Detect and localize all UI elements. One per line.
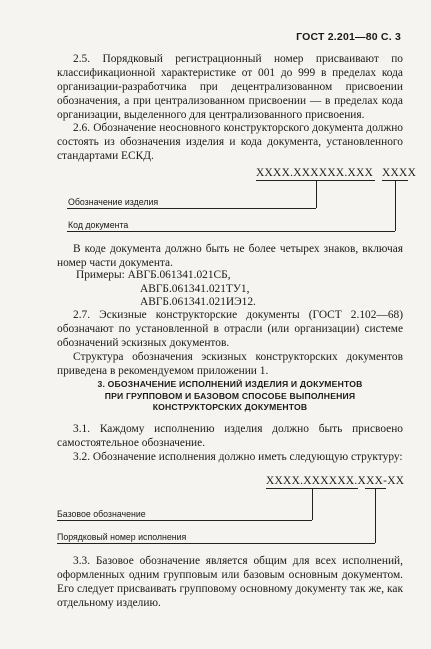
diagram1-label-doc: Код документа xyxy=(68,220,129,230)
clause-3-1 xyxy=(57,423,403,451)
clause-3-2-text: 3.2. Обозначение исполнения должно иметь следующую структуру: xyxy=(73,451,403,463)
diagram2-label-base: Базовое обозначение xyxy=(57,509,146,519)
diagram1-leader-main xyxy=(316,180,317,208)
section-3-title xyxy=(57,379,403,414)
diagram1-code-doc: XXXX xyxy=(382,167,417,179)
example-line-1 xyxy=(76,269,256,283)
section-3-title-line-3: КОНСТРУКТОРСКИХ ДОКУМЕНТОВ xyxy=(152,402,308,412)
clause-2-7-text: 2.7. Эскизные конструкторские документы (ГОСТ 2.102—68) обозначают по установленной в отрасли (или организации) системе обозначений эскизных документов. xyxy=(57,309,403,349)
page-header: ГОСТ 2.201—80 С. 3 xyxy=(296,31,401,43)
code-limit-note xyxy=(57,243,403,271)
examples-block xyxy=(76,269,256,310)
example-item-2: АВГБ.061341.021ТУ1, xyxy=(140,282,250,295)
example-item-1: АВГБ.061341.021СБ, xyxy=(127,269,231,281)
clause-2-7-structure: Структура обозначения эскизных конструкторских документов приведена в рекомендуемом приложении 1. xyxy=(57,350,403,377)
clause-3-3 xyxy=(57,555,403,611)
example-item-3: АВГБ.061341.021ИЭ12. xyxy=(140,296,256,309)
clause-3-3-text: 3.3. Базовое обозначение является общим для всех исполнений, оформленных одним групповым или базовым основным документом. Его следует присваивать групповому основному документу так же, как отдельному изделию. xyxy=(57,555,403,609)
clause-3-2 xyxy=(57,451,403,465)
diagram1-leader-doc xyxy=(395,180,396,231)
clause-2-5 xyxy=(57,53,403,123)
clause-2-7 xyxy=(57,309,403,379)
clause-2-6 xyxy=(57,122,403,164)
section-3-title-line-1: 3. ОБОЗНАЧЕНИЕ ИСПОЛНЕНИЙ ИЗДЕЛИЯ И ДОКУМЕНТОВ xyxy=(97,379,363,389)
code-limit-text: В коде документа должно быть не более четырех знаков, включая номер части документа. xyxy=(57,243,403,269)
clause-3-1-text: 3.1. Каждому исполнению изделия должно быть присвоено самостоятельное обозначение. xyxy=(57,423,403,449)
diagram2-code: XXXX.XXXXXX.XXX-XX xyxy=(266,475,405,487)
clause-2-5-text: 2.5. Порядковый регистрационный номер присваивают по классификационной характеристике от 001 до 999 в пределах кода организации-разработчика при децентрализованном присвоении обозначения, а при централизованном присвоении — в пределах кода организации, выделенного для централизованного присвоения. xyxy=(57,53,403,121)
diagram2-leader-seq xyxy=(375,488,376,543)
diagram2-leader-base xyxy=(312,488,313,520)
clause-2-6-text: 2.6. Обозначение неосновного конструкторского документа должно состоять из обозначения изделия и кода документа, установленного стандартами ЕСКД. xyxy=(57,122,403,162)
examples-lead: Примеры: xyxy=(76,269,125,281)
diagram2-label-seq: Порядковый номер исполнения xyxy=(57,532,187,542)
diagram1-code-main: XXXX.XXXXXX.XXX xyxy=(256,167,374,179)
diagram1-label-item: Обозначение изделия xyxy=(68,197,159,207)
section-3-title-line-2: ПРИ ГРУППОВОМ И БАЗОВОМ СПОСОБЕ ВЫПОЛНЕНИЯ xyxy=(104,390,356,401)
